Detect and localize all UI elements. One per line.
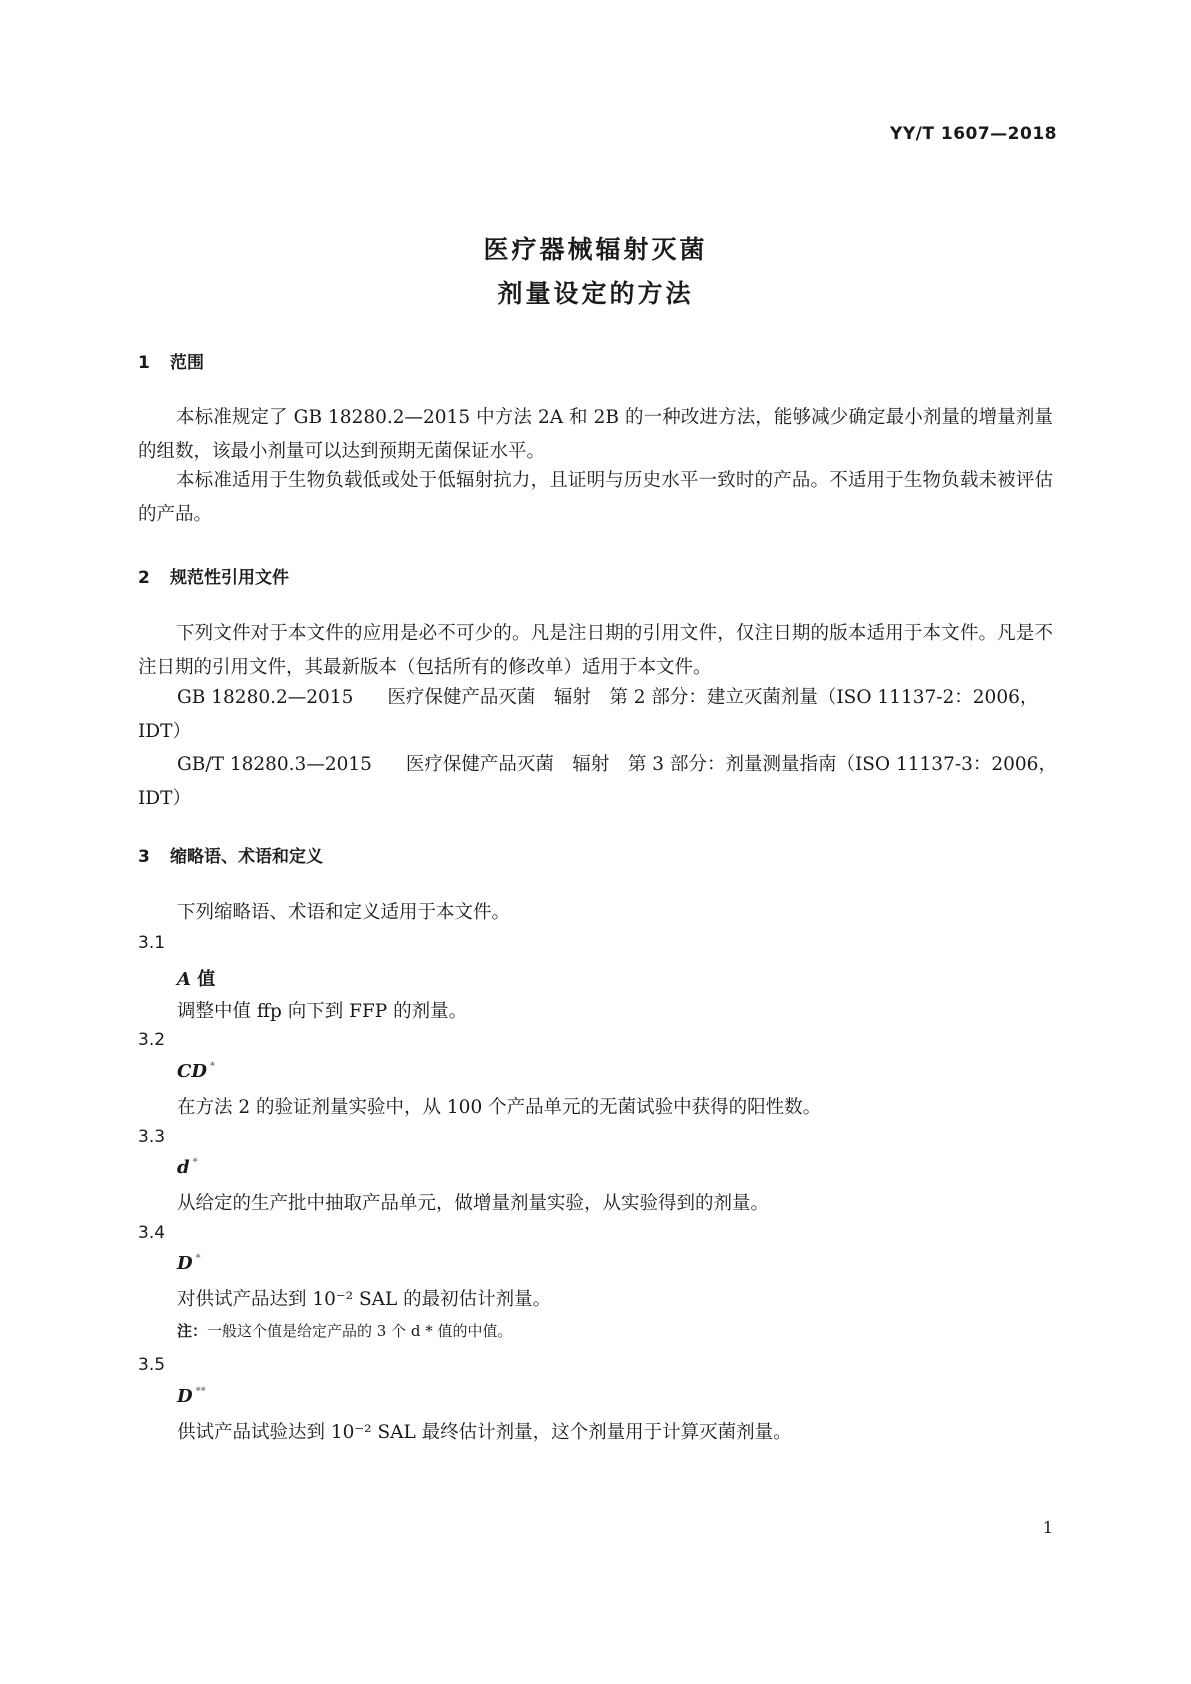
term-label [177,1157,198,1178]
clause-number: 3.4 [138,1223,166,1243]
term-symbol: A [177,969,191,990]
term-definition: 从给定的生产批中抽取产品单元，做增量剂量实验，从实验得到的剂量。 [177,1193,770,1214]
section-1-heading [138,348,204,373]
term-label [177,1061,215,1082]
reference-2 [177,750,1057,776]
clause-number: 3.2 [138,1030,166,1050]
term-superscript: * [192,1157,198,1168]
section-number: 1 [138,353,150,373]
note-text: 一般这个值是给定产品的 3 个 d * 值的中值。 [207,1322,513,1340]
reference-code: GB 18280.2—2015 [177,687,354,708]
reference-1-tail: IDT） [138,721,191,742]
term-definition: 供试产品试验达到 10⁻² SAL 最终估计剂量，这个剂量用于计算灭菌剂量。 [177,1422,792,1443]
term-definition: 对供试产品达到 10⁻² SAL 的最初估计剂量。 [177,1289,552,1310]
section-title: 规范性引用文件 [170,568,289,588]
term-symbol: d [177,1157,190,1178]
reference-title: 医疗保健产品灭菌 辐射 第 3 部分：剂量测量指南（ISO 11137-3：2006， [405,754,1057,775]
section-3-intro: 下列缩略语、术语和定义适用于本文件。 [177,902,511,923]
clause-number: 3.1 [138,933,166,953]
term-superscript: * [195,1253,201,1264]
reference-2-tail: IDT） [138,788,191,809]
term-symbol: D [177,1253,193,1274]
section-3-heading [138,842,323,867]
term-symbol: CD [177,1061,207,1082]
standard-number: YY/T 1607—2018 [890,124,1057,144]
reference-title: 医疗保健产品灭菌 辐射 第 2 部分：建立灭菌剂量（ISO 11137-2：2006， [387,687,1039,708]
term-definition: 在方法 2 的验证剂量实验中，从 100 个产品单元的无菌试验中获得的阳性数。 [177,1097,822,1118]
section-title: 缩略语、术语和定义 [170,847,323,867]
note-label: 注： [177,1322,208,1340]
section-2-heading [138,563,289,588]
reference-1 [177,683,1038,709]
term-superscript: * [209,1061,215,1072]
section-title: 范围 [170,353,204,373]
clause-number: 3.5 [138,1355,166,1375]
term-symbol: D [177,1386,193,1407]
term-label [177,1253,201,1274]
document-title-line2: 剂量设定的方法 [497,279,694,308]
document-title-line1: 医疗器械辐射灭菌 [483,235,708,264]
clause-number: 3.3 [138,1127,166,1147]
term-suffix: 值 [197,969,216,990]
section-number: 2 [138,568,150,588]
section-2-para-1: 下列文件对于本文件的应用是必不可少的。凡是注日期的引用文件，仅注日期的版本适用于本文件。凡是不注日期的引用文件，其最新版本（包括所有的修改单）适用于本文件。 [138,623,1053,678]
section-1-para-1: 本标准规定了 GB 18280.2—2015 中方法 2A 和 2B 的一种改进方法，能够减少确定最小剂量的增量剂量的组数，该最小剂量可以达到预期无菌保证水平。 [138,407,1053,462]
term-superscript: ** [195,1386,206,1397]
section-1-para-2: 本标准适用于生物负载低或处于低辐射抗力，且证明与历史水平一致时的产品。不适用于生物负载未被评估的产品。 [138,470,1053,525]
page-number: 1 [1042,1518,1053,1537]
section-number: 3 [138,847,150,867]
note [177,1320,513,1341]
term-label [177,965,215,991]
term-label [177,1386,206,1407]
reference-code: GB/T 18280.3—2015 [177,754,372,775]
term-definition: 调整中值 ffp 向下到 FFP 的剂量。 [177,1001,468,1022]
